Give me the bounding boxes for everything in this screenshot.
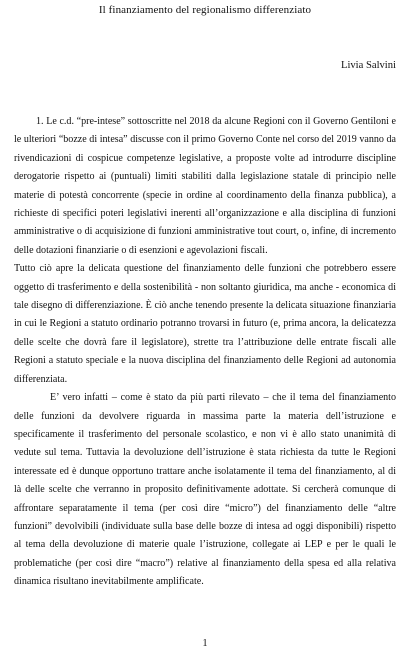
document-title: Il finanziamento del regionalismo differenziato <box>98 4 312 16</box>
author-name: Livia Salvini <box>340 60 396 71</box>
page-number: 1 <box>202 638 208 649</box>
body-text <box>14 113 396 592</box>
paragraph-1: 1. Le c.d. “pre-intese” sottoscritte nel 2018 da alcune Regioni con il Governo Gentiloni e le ulteriori “bozze di intesa” discusse con il primo Governo Conte nel corso del 2019 vanno da rivendicazioni di cospicue competenze legislative, a proposte volte ad introdurre discipline derogatorie rispetto ai (puntuali) limiti stabiliti dalla legislazione statale di principio nelle materie di potestà concorrente (specie in ordine al coordinamento della finanza pubblica), a richieste di specifici poteri legislativi inerenti all’organizzazione e alla disciplina di funzioni amministrative o di acquisizione di funzioni amministrative tout court, o, infine, di incremento delle dotazioni finanziarie o di esenzioni e agevolazioni fiscali. <box>14 116 396 256</box>
paragraph-2: Tutto ciò apre la delicata questione del finanziamento delle funzioni che potrebbero essere oggetto di trasferimento e della sostenibilità - non soltanto giuridica, ma anche - economica di tale disegno di differenziazione. È ciò anche tenendo presente la delicata situazione finanziaria in cui le Regioni a statuto ordinario potranno trovarsi in futuro (e, prima ancora, la delicatezza delle scelte che dovrà fare il legislatore), strette tra l’attribuzione delle entrate fiscali alle Regioni a statuto speciale e la nuova disciplina del finanziamento delle Regioni ad autonomia differenziata. <box>14 263 396 385</box>
paragraph-3: E’ vero infatti – come è stato da più parti rilevato – che il tema del finanziamento delle funzioni da devolvere riguarda in massima parte la materia dell’istruzione e specificamente il trasferimento del personale scolastico, e non vi è allo stato unanimità di vedute sul tema. Tuttavia la devoluzione dell’istruzione è stata richiesta da tutte le Regioni interessate ed è dunque opportuno trattare anche isolatamente il tema del finanziamento, al di là delle scelte che verranno in proposito definitivamente adottate. Si cercherà comunque di affrontare separatamente il tema (per così dire “micro”) del finanziamento delle “altre funzioni” devolvibili (individuate sulla base delle bozze di intesa ad oggi disponibili) rispetto al tema della devoluzione di materie quale l’istruzione, collegate ai LEP e per le quali le problematiche (per così dire “macro”) relative al finanziamento della spesa ed alla relativa dinamica risultano inevitabilmente amplificate. <box>14 392 396 588</box>
